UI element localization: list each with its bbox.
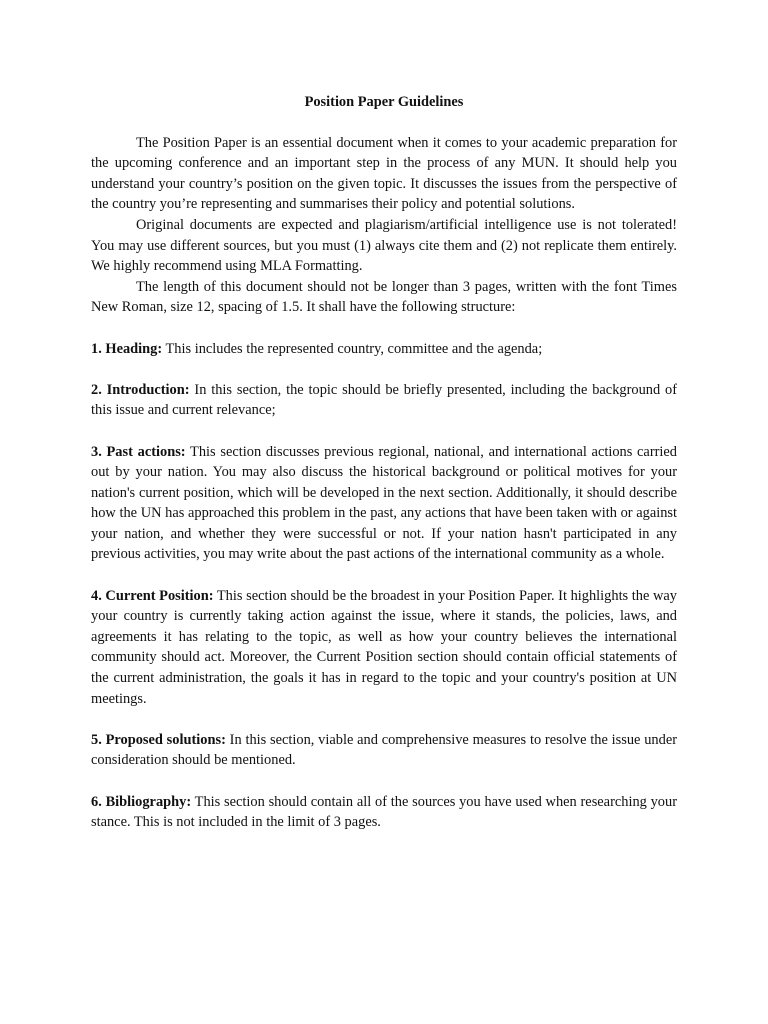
spacer (91, 318, 677, 339)
intro-paragraph-originality: Original documents are expected and plagiarism/artificial intelligence use is not tolerated! You may use different sources, but you must (1) always cite them and (2) not replicate them entirely. We highly recommend using MLA Formatting. (91, 216, 677, 275)
section-heading (91, 339, 677, 360)
document-page (91, 92, 677, 853)
section-proposed-solutions (91, 730, 677, 771)
intro-paragraph-format: The length of this document should not be longer than 3 pages, written with the font Times New Roman, size 12, spacing of 1.5. It shall have the following structure: (91, 278, 677, 316)
section-heading-label: 1. Heading: (91, 340, 163, 357)
section-current-position (91, 586, 677, 710)
section-bibliography (91, 792, 677, 833)
section-heading-text: This includes the represented country, committee and the agenda; (162, 340, 543, 357)
section-past-actions-label: 3. Past actions: (91, 443, 186, 460)
section-introduction-label: 2. Introduction: (91, 381, 190, 398)
section-past-actions (91, 442, 677, 566)
section-current-position-text: This section should be the broadest in your Position Paper. It highlights the way your country is currently taking action against the issue, where it stands, the policies, laws, and agreements it has relating to the topic, as well as how your country believes the international community should act. Moreover, the Current Position section should contain official statements of the current administration, the goals it has in regard to the topic and your country's position at UN meetings. (91, 587, 677, 707)
document-title: Position Paper Guidelines (304, 94, 464, 110)
section-proposed-solutions-label: 5. Proposed solutions: (91, 731, 226, 748)
intro-paragraph-purpose: The Position Paper is an essential document when it comes to your academic preparation for the upcoming conference and an important step in the process of any MUN. It should help you understand your country’s position on the given topic. It discusses the issues from the perspective of the country you’re representing and summarises their policy and potential solutions. (91, 134, 677, 213)
section-bibliography-label: 6. Bibliography: (91, 793, 192, 810)
section-current-position-label: 4. Current Position: (91, 587, 214, 604)
section-past-actions-text: This section discusses previous regional, national, and international actions carried out by your nation. You may also discuss the historical background or political motives for your nation's current position, which will be developed in the next section. Additionally, it should describe how the UN has approached this problem in the past, any actions that have been taken with or against your nation, and whether they were successful or not. If your nation hasn't participated in any previous activities, you may write about the past actions of the international community as a whole. (91, 443, 677, 563)
section-introduction (91, 380, 677, 421)
section-proposed-solutions-text: In this section, viable and comprehensive measures to resolve the issue under consideration should be mentioned. (91, 731, 677, 769)
section-bibliography-text: This section should contain all of the sources you have used when researching your stance. This is not included in the limit of 3 pages. (91, 793, 677, 831)
section-introduction-text: In this section, the topic should be briefly presented, including the background of this issue and current relevance; (91, 381, 677, 419)
